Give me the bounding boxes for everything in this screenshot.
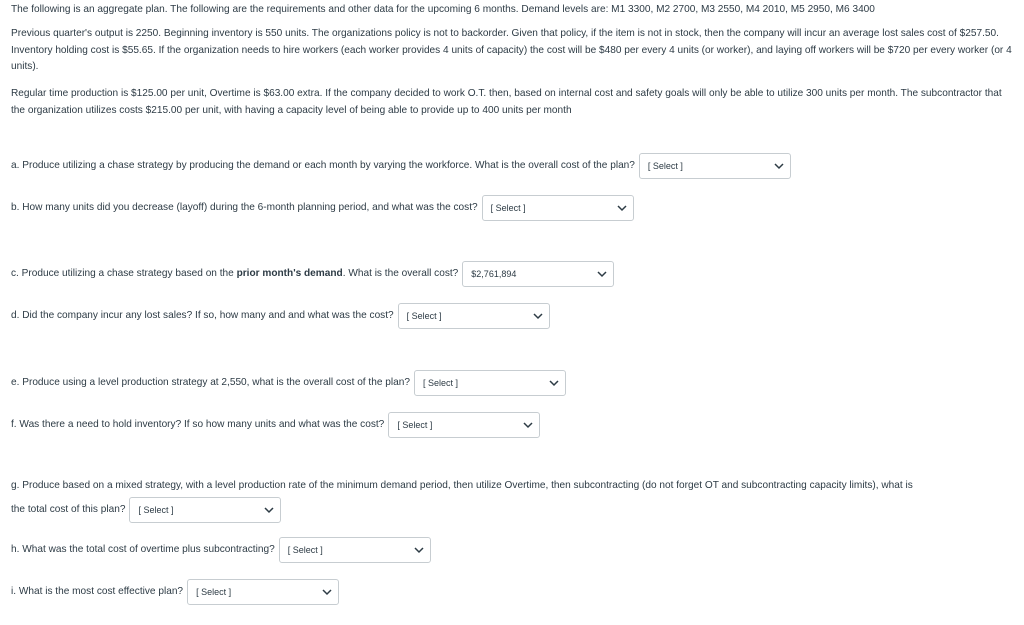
question-c-text [11, 266, 458, 283]
question-b-select[interactable] [482, 195, 634, 221]
chevron-down-icon [774, 161, 784, 171]
question-d-select[interactable] [398, 303, 550, 329]
question-i-select[interactable] [187, 579, 339, 605]
intro-demand-paragraph: The following is an aggregate plan. The following are the requirements and other data for the upcoming 6 months. Demand levels are: M1 3300, M2 2700, M3 2550, M4 2010, M5 2950, M6 3400 [11, 4, 875, 15]
question-c-select[interactable] [462, 261, 614, 287]
question-d-select-value: [ Select ] [406, 310, 442, 321]
question-f-select[interactable] [388, 412, 540, 438]
question-e-text: e. Produce using a level production strategy at 2,550, what is the overall cost of the plan? [11, 376, 410, 388]
question-e [11, 370, 566, 396]
chevron-down-icon [549, 378, 559, 388]
question-i [11, 579, 339, 605]
question-a-select[interactable] [639, 153, 791, 179]
chevron-down-icon [533, 311, 543, 321]
question-h [11, 537, 431, 563]
question-i-text: i. What is the most cost effective plan? [11, 585, 184, 597]
question-g-text-line1: g. Produce based on a mixed strategy, with a level production rate of the minimum demand period, then utilize Overtime, then subcontracting (do not forget OT and subcontracting capacity limits), what is [11, 480, 913, 491]
question-h-text: h. What was the total cost of overtime plus subcontracting? [11, 543, 275, 555]
question-g [11, 478, 1017, 523]
question-f-text: f. Was there a need to hold inventory? If so how many units and what was the cost? [11, 418, 385, 430]
chevron-down-icon [617, 203, 627, 213]
question-e-select-value: [ Select ] [422, 377, 458, 388]
question-a [11, 153, 791, 179]
chevron-down-icon [414, 545, 424, 555]
chevron-down-icon [597, 269, 607, 279]
question-h-select-value: [ Select ] [287, 544, 323, 555]
question-g-select-value: [ Select ] [138, 504, 174, 515]
question-b [11, 195, 634, 221]
question-b-select-value: [ Select ] [490, 202, 526, 213]
question-b-text: b. How many units did you decrease (layoff) during the 6-month planning period, and what was the cost? [11, 201, 478, 213]
question-f [11, 412, 540, 438]
question-g-text-line2: the total cost of this plan? [11, 503, 126, 515]
question-d [11, 303, 550, 329]
question-c [11, 261, 614, 287]
question-g-select[interactable] [129, 497, 281, 523]
question-c-text-bold: prior month's demand [236, 267, 343, 279]
intro-production-paragraph: Regular time production is $125.00 per unit, Overtime is $63.00 extra. If the company decided to work O.T. then, based on internal cost and safety goals will only be able to utilize 300 units per month. The subcontractor that the organization utilizes costs $215.00 per unit, with having a capacity level of being able to provide up to 400 units per month [11, 88, 1002, 116]
question-a-select-value: [ Select ] [647, 160, 683, 171]
question-c-text-after: . What is the overall cost? [342, 267, 459, 279]
intro-costs-paragraph: Previous quarter's output is 2250. Beginning inventory is 550 units. The organizations policy is not to backorder. Given that policy, if the item is not in stock, then the company will incur an average lost sales cost of $257.50. Inventory holding cost is $55.65. If the organization needs to hire workers (each worker provides 4 units of capacity) the cost will be $480 per every 4 units (or worker), and laying off workers will be $720 per every worker (or 4 units). [11, 28, 1012, 72]
question-e-select[interactable] [414, 370, 566, 396]
chevron-down-icon [523, 420, 533, 430]
question-a-text: a. Produce utilizing a chase strategy by producing the demand or each month by varying the workforce. What is the overall cost of the plan? [11, 159, 635, 171]
question-h-select[interactable] [279, 537, 431, 563]
question-f-select-value: [ Select ] [397, 419, 433, 430]
chevron-down-icon [322, 587, 332, 597]
question-c-select-value: $2,761,894 [471, 268, 517, 279]
question-g-line2 [11, 497, 1017, 523]
chevron-down-icon [264, 505, 274, 515]
question-c-text-before: c. Produce utilizing a chase strategy based on the [11, 267, 237, 279]
question-d-text: d. Did the company incur any lost sales? If so, how many and and what was the cost? [11, 309, 394, 321]
question-i-select-value: [ Select ] [196, 586, 232, 597]
